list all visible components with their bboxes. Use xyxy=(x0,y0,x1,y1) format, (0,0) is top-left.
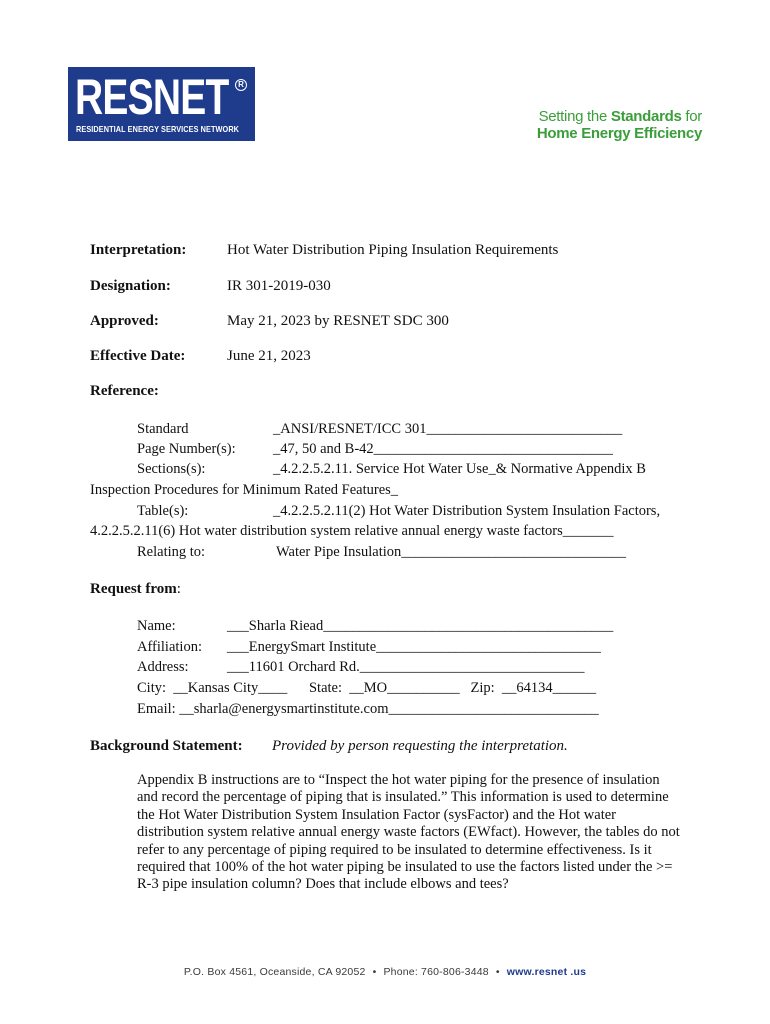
background-note: Provided by person requesting the interpretation. xyxy=(272,738,568,754)
interpretation-value: Hot Water Distribution Piping Insulation Requirements xyxy=(227,242,559,258)
request-heading xyxy=(90,581,181,598)
interpretation-label: Interpretation: xyxy=(90,242,187,258)
effective-date-row xyxy=(90,348,311,365)
footer-website-link[interactable]: www.resnet .us xyxy=(506,966,587,978)
tables-value: _4.2.2.5.2.11(2) Hot Water Distribution System Insulation Factors, xyxy=(273,503,661,519)
footer-address: P.O. Box 4561, Oceanside, CA 92052 xyxy=(183,966,366,978)
tables-row xyxy=(137,503,660,520)
background-row xyxy=(90,738,568,755)
standard-value: _ANSI/RESNET/ICC 301___________________________ xyxy=(273,421,623,437)
request-label: Request from xyxy=(90,581,177,597)
affiliation-value: ___EnergySmart Institute_______________________________ xyxy=(227,639,601,655)
resnet-logo xyxy=(68,67,255,141)
footer-phone: Phone: 760-806-3448 xyxy=(383,966,489,978)
standard-row xyxy=(137,421,622,438)
page-number-label: Page Number(s): xyxy=(137,441,236,457)
designation-value: IR 301-2019-030 xyxy=(227,278,331,294)
tagline-line-1 xyxy=(537,108,702,125)
page-number-row xyxy=(137,441,613,458)
tables-label: Table(s): xyxy=(137,503,189,519)
email-row: Email: __sharla@energysmartinstitute.com_____________________________ xyxy=(137,701,599,717)
logo-wordmark: RESNET xyxy=(75,69,229,125)
interpretation-row xyxy=(90,242,558,259)
background-paragraph xyxy=(137,772,682,894)
designation-row xyxy=(90,278,331,295)
effective-date-value: June 21, 2023 xyxy=(227,348,311,364)
reference-heading xyxy=(90,383,227,400)
reference-label: Reference: xyxy=(90,383,159,399)
registered-mark: R xyxy=(235,79,247,91)
name-value: ___Sharla Riead________________________________________ xyxy=(227,618,614,634)
city-state-zip-row: City: __Kansas City____ State: __MO__________ Zip: __64134______ xyxy=(137,680,597,696)
footer-separator-1: • xyxy=(372,966,377,978)
request-colon: : xyxy=(176,581,181,597)
tagline-suffix: for xyxy=(681,108,702,125)
sections-value: _4.2.2.5.2.11. Service Hot Water Use_& Normative Appendix B xyxy=(273,461,646,477)
address-row xyxy=(137,659,585,676)
approved-row xyxy=(90,313,449,330)
address-label: Address: xyxy=(137,659,189,675)
footer-separator-2: • xyxy=(495,966,500,978)
tagline-prefix: Setting the xyxy=(538,108,611,125)
affiliation-row xyxy=(137,639,601,656)
sections-continued: Inspection Procedures for Minimum Rated Features_ xyxy=(90,482,399,498)
footer xyxy=(0,966,770,978)
tagline-line-2: Home Energy Efficiency xyxy=(536,125,702,142)
tagline-bold: Standards xyxy=(610,108,682,125)
standard-label: Standard xyxy=(137,421,189,437)
affiliation-label: Affiliation: xyxy=(137,639,202,655)
sections-row xyxy=(137,461,646,478)
background-label: Background Statement: xyxy=(90,738,243,754)
page-number-value: _47, 50 and B-42_________________________________ xyxy=(273,441,613,457)
approved-label: Approved: xyxy=(90,313,159,329)
relating-label: Relating to: xyxy=(137,544,206,560)
designation-label: Designation: xyxy=(90,278,171,294)
sections-label: Sections(s): xyxy=(137,461,206,477)
tagline xyxy=(537,108,702,142)
background-text: Appendix B instructions are to “Inspect the hot water piping for the presence of insulation and record the percentage of piping that is insulated.” This information is used to determine the Hot Water Distribution System Insulation Factor (sysFactor) and the Hot water distribution system relative annual energy waste factors (EWfact). However, the tables do not refer to any percentage of piping required to be insulated to determine effectiveness. Is it required that 100% of the hot water piping be insulated to use the factors listed under the >= R-3 pipe insulation column? Does that include elbows and tees? xyxy=(137,772,680,893)
effective-date-label: Effective Date: xyxy=(90,348,186,364)
approved-value: May 21, 2023 by RESNET SDC 300 xyxy=(227,313,449,329)
logo-subtitle: RESIDENTIAL ENERGY SERVICES NETWORK xyxy=(76,124,240,134)
tables-continued: 4.2.2.5.2.11(6) Hot water distribution system relative annual energy waste factors_______ xyxy=(90,523,614,539)
name-row xyxy=(137,618,613,635)
relating-row xyxy=(137,544,626,561)
name-label: Name: xyxy=(137,618,176,634)
relating-value: Water Pipe Insulation_______________________________ xyxy=(276,544,627,560)
address-value: ___11601 Orchard Rd._______________________________ xyxy=(227,659,585,675)
